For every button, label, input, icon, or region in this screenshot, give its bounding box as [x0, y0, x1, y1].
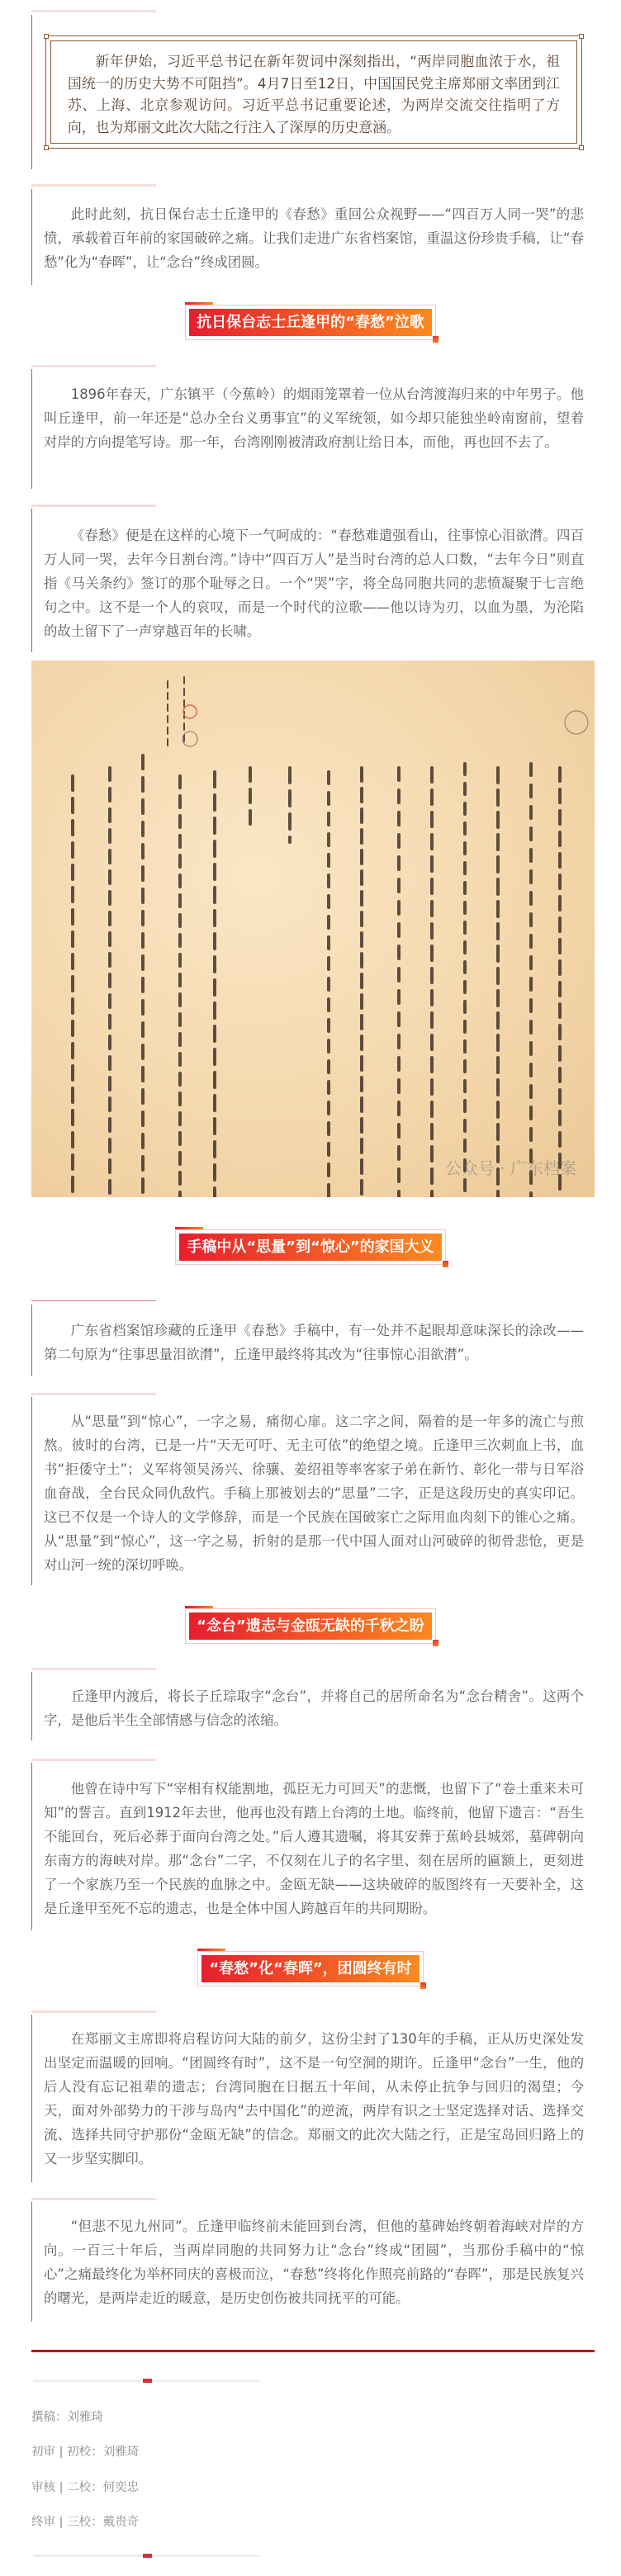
paragraph: 广东省档案馆珍藏的丘逢甲《春愁》手稿中，有一处并不起眼却意味深长的涂改——第二句原为“往事思量泪欲潸”，丘逢甲最终将其改为“往事惊心泪欲潸”。	[44, 1323, 584, 1362]
heading-text: “春愁”化“春晖”，团圆终有时	[201, 1955, 419, 1982]
section-divider	[31, 2010, 156, 2013]
section-divider	[31, 365, 156, 367]
credits-divider-top	[33, 2379, 260, 2382]
section-divider	[31, 10, 156, 12]
heading-text: 抗日保台志士丘逢甲的“春愁”泣歌	[189, 309, 432, 336]
section-divider	[31, 1393, 156, 1395]
section-divider	[31, 504, 156, 507]
paragraph: 《春愁》便是在这样的心境下一气呵成的：“春愁难遣强看山，往事惊心泪欲潸。四百万人同一哭，去年今日割台湾。”诗中“四百万人”是当时台湾的总人口数，“去年今日”则直指《马关条约》签订的那个耻辱之日。一个“哭”字，将全岛同胞共同的悲愤凝聚于七言绝句之中。这不是一个人的哀叹，而是一个时代的泣歌——他以诗为刃，以血为墨，为沦陷的故土留下了一声穿越百年的长啸。	[44, 528, 584, 639]
paragraph: 他曾在诗中写下“宰相有权能割地，孤臣无力可回天”的悲慨，也留下了“卷土重来未可知”的誓言。直到1912年去世，他再也没有踏上台湾的土地。临终前，他留下遗言：“吾生不能回台，死后必葬于面向台湾之处。”后人遵其遗嘱，将其安葬于蕉岭县城郊，墓碑朝向东南方的海峡对岸。那“念台”二字，不仅刻在儿子的名字里、刻在居所的匾额上，更刻进了一个家族乃至一个民族的血脉之中。金瓯无缺——这块破碎的版图终有一天要补全，这是丘逢甲至死不忘的遗志，也是全体中国人跨越百年的共同期盼。	[44, 1781, 584, 1916]
manuscript-image	[31, 661, 595, 1197]
section-heading	[0, 1608, 621, 1644]
paragraph: 此时此刻，抗日保台志士丘逢甲的《春愁》重回公众视野——“四百万人同一哭”的悲愤，承载着百年前的家国破碎之痛。让我们走进广东省档案馆，重温这份珍贵手稿，让“春愁”化为“春晖”，让“念台”终成团圆。	[44, 206, 584, 270]
section-divider	[31, 1300, 156, 1301]
credit-writer: 撰稿：刘雅琦	[31, 2411, 103, 2424]
credit-second-review: 审核 | 二校：何奕忠	[31, 2481, 140, 2494]
section-divider	[31, 184, 156, 187]
paragraph: “但悲不见九州同”。丘逢甲临终前未能回到台湾，但他的墓碑始终朝着海峡对岸的方向。一百三十年后，当两岸同胞的共同努力让“念台”终成“团圆”，当那份手稿中的“惊心”之痛最终化为举杯同庆的喜极而泣，“春愁”终将化作照亮前路的“春晖”，那是民族复兴的曙光，是两岸走近的暖意，是历史创伤被共同抚平的可能。	[44, 2218, 584, 2306]
credit-first-review: 初审 | 初校：刘雅琦	[31, 2446, 140, 2459]
paragraph: 在郑丽文主席即将启程访问大陆的前夕，这份尘封了130年的手稿，正从历史深处发出坚定而温暖的回响。“团圆终有时”，这不是一句空洞的期许。丘逢甲“念台”一生，他的后人没有忘记祖辈的遗志；台湾同胞在日据五十年间，从未停止抗争与回归的渴望；今天，面对外部势力的干涉与岛内“去中国化”的逆流，两岸有识之士坚定选择对话、选择交流、选择共同守护那份“金瓯无缺”的信念。郑丽文的此次大陆之行，正是宝岛回归路上的又一步坚实脚印。	[44, 2031, 584, 2166]
credit-final-review: 终审 | 三校：戴贵奇	[31, 2516, 140, 2529]
intro-text: 新年伊始，习近平总书记在新年贺词中深刻指出，“两岸同胞血浓于水，祖国统一的历史大势不可阻挡”。4月7日至12日，中国国民党主席郑丽文率团到江苏、上海、北京参观访问。习近平总书记重要论述，为两岸交流交往指明了方向，也为郑丽文此次大陆之行注入了深厚的历史意涵。	[68, 53, 560, 135]
image-watermark: 公众号 · 广东档案	[444, 1158, 576, 1178]
section-heading	[0, 305, 621, 340]
heading-text: “念台”遗志与金瓯无缺的千秋之盼	[189, 1612, 432, 1640]
section-heading	[0, 1951, 621, 1986]
section-divider	[31, 1668, 156, 1670]
credits-divider-bottom	[33, 2555, 260, 2557]
paragraph: 从“思量”到“惊心”，一字之易，痛彻心扉。这二字之间，隔着的是一年多的流亡与煎熬。彼时的台湾，已是一片“天无可吁、无主可依”的绝望之境。丘逢甲三次刺血上书，血书“拒倭守土”；义军将领吴汤兴、徐骧、姜绍祖等率客家子弟在新竹、彰化一带与日军浴血奋战，全台民众同仇敌忾。手稿上那被划去的“思量”二字，正是这段历史的真实印记。这已不仅是一个诗人的文学修辞，而是一个民族在国破家亡之际用血肉刻下的锥心之痛。从“思量”到“惊心”，这一字之易，折射的是那一代中国人面对山河破碎的彻骨悲怆，更是对山河一统的深切呼唤。	[44, 1413, 584, 1573]
intro-box	[45, 36, 582, 149]
heading-text: 手稿中从“思量”到“惊心”的家国大义	[179, 1234, 441, 1261]
section-heading	[0, 1229, 621, 1265]
calligraphy-strokes	[31, 661, 595, 1197]
section-divider	[31, 2198, 156, 2200]
paragraph: 1896年春天，广东镇平（今蕉岭）的烟雨笼罩着一位从台湾渡海归来的中年男子。他叫丘逢甲，前一年还是“总办全台义勇事宜”的义军统领，如今却只能独坐岭南窗前，望着对岸的方向提笔写诗。那一年，台湾刚刚被清政府割让给日本，而他，再也回不去了。	[44, 386, 584, 450]
paragraph: 丘逢甲内渡后，将长子丘琮取字“念台”，并将自己的居所命名为“念台精舍”。这两个字，是他后半生全部情感与信念的浓缩。	[44, 1688, 584, 1728]
article-end-divider	[31, 2350, 595, 2352]
section-divider	[31, 1759, 156, 1761]
